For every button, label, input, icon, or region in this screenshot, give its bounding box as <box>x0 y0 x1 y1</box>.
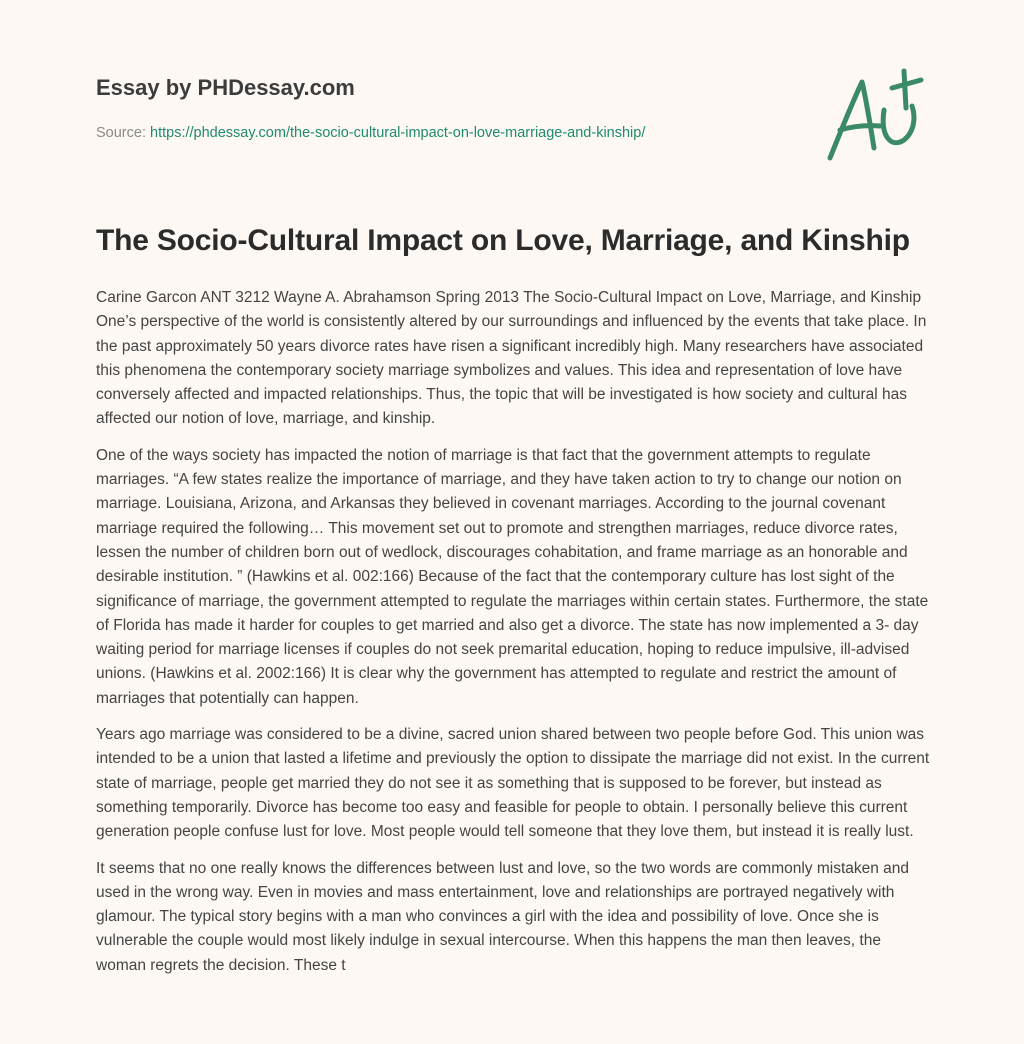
source-label: Source: <box>96 125 146 141</box>
site-brand: Essay by PHDessay.com <box>96 75 355 100</box>
source-line <box>96 125 645 141</box>
source-link[interactable]: https://phdessay.com/the-socio-cultural-impact-on-love-marriage-and-kinship/ <box>150 125 646 141</box>
article-paragraph: Carine Garcon ANT 3212 Wayne A. Abrahamson Spring 2013 The Socio-Cultural Impact on Love, Marriage, and Kinship One’s perspective of the world is consistently altered by our surroundings and influenced by the events that take place. In the past approximately 50 years divorce rates have risen a significant incredibly high. Many researchers have associated this phenomena the contemporary society marriage symbolizes and values. This idea and representation of love have conversely affected and impacted relationships. Thus, the topic that will be investigated is how society and cultural has affected our notion of love, marriage, and kinship. <box>96 289 927 428</box>
article-paragraph: It seems that no one really knows the differences between lust and love, so the two words are commonly mistaken and used in the wrong way. Even in movies and mass entertainment, love and relationships are portrayed negatively with glamour. The typical story begins with a man who convinces a girl with the idea and possibility of love. Once she is vulnerable the couple would most likely indulge in sexual intercourse. When this happens the man then leaves, the woman regrets the decision. These t <box>96 859 910 974</box>
article-paragraph: Years ago marriage was considered to be a divine, sacred union shared between two people before God. This union was intended to be a union that lasted a lifetime and previously the option to dissipate the marriage did not exist. In the current state of marriage, people get married they do not see it as something that is supposed to be forever, but instead as something temporarily. Divorce has become too easy and feasible for people to obtain. I personally believe this current generation people confuse lust for love. Most people would tell someone that they love them, but instead it is really lust. <box>96 726 930 841</box>
article-body <box>96 286 930 990</box>
a-plus-logo-icon <box>822 68 932 168</box>
article-title: The Socio-Cultural Impact on Love, Marriage, and Kinship <box>96 224 910 257</box>
header <box>96 75 936 141</box>
article-paragraph: One of the ways society has impacted the notion of marriage is that fact that the government attempts to regulate marriages. “A few states realize the importance of marriage, and they have taken action to try to change our notion on marriage. Louisiana, Arizona, and Arkansas they believed in covenant marriages. According to the journal covenant marriage required the following… This movement set out to promote and strengthen marriages, reduce divorce rates, lessen the number of children born out of wedlock, discourages cohabitation, and frame marriage as an honorable and desirable institution. ” (Hawkins et al. 002:166) Because of the fact that the contemporary culture has lost sight of the significance of marriage, the government attempted to regulate the marriages within certain states. Furthermore, the state of Florida has made it harder for couples to get married and also get a divorce. The state has now implemented a 3- day waiting period for marriage licenses if couples do not seek premarital education, hoping to reduce impulsive, ill-advised unions. (Hawkins et al. 2002:166) It is clear why the government has attempted to regulate and restrict the amount of marriages that potentially can happen. <box>96 446 929 707</box>
